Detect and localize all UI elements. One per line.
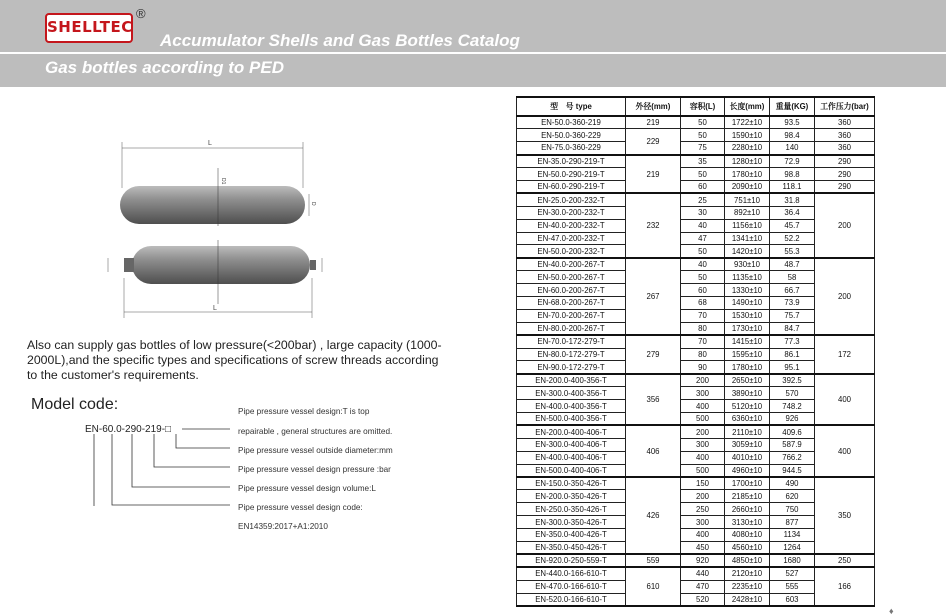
cell-od: 406 [626, 425, 681, 477]
cell-type: EN-500.0-400-356-T [517, 412, 626, 425]
model-code-example: EN-60.0-290-219-□ [85, 424, 172, 435]
cell-type: EN-300.0-350-426-T [517, 516, 626, 529]
column-header-type: 型 号 type [517, 97, 626, 116]
cell-pressure: 290 [815, 155, 875, 168]
desc-design-code: Pipe pressure vessel design code: [238, 503, 363, 512]
cell-volume: 200 [681, 425, 725, 438]
cell-pressure: 290 [815, 180, 875, 193]
cell-volume: 200 [681, 374, 725, 387]
cell-type: EN-150.0-350-426-T [517, 477, 626, 490]
gas-bottle-spec-table [516, 96, 875, 607]
cell-od: 279 [626, 335, 681, 374]
cell-type: EN-300.0-400-406-T [517, 438, 626, 451]
cell-type: EN-200.0-350-426-T [517, 490, 626, 503]
cell-volume: 60 [681, 180, 725, 193]
cell-length: 1590±10 [725, 129, 770, 142]
cell-length: 1156±10 [725, 219, 770, 232]
cell-length: 4960±10 [725, 464, 770, 477]
cell-volume: 50 [681, 271, 725, 284]
cell-length: 5120±10 [725, 400, 770, 413]
cell-length: 1722±10 [725, 116, 770, 129]
cell-length: 1135±10 [725, 271, 770, 284]
cell-length: 3130±10 [725, 516, 770, 529]
cell-weight: 52.2 [770, 232, 815, 245]
cell-length: 2090±10 [725, 180, 770, 193]
cell-type: EN-200.0-400-406-T [517, 425, 626, 438]
cell-volume: 68 [681, 296, 725, 309]
cell-volume: 300 [681, 438, 725, 451]
cell-od: 559 [626, 554, 681, 567]
footer-mark: ♦ [889, 606, 894, 615]
section-title: Gas bottles according to PED [45, 58, 284, 77]
cell-volume: 60 [681, 284, 725, 297]
cell-volume: 70 [681, 309, 725, 322]
table-row [517, 129, 875, 142]
cell-type: EN-35.0-290-219-T [517, 155, 626, 168]
cell-volume: 500 [681, 464, 725, 477]
cell-weight: 587.9 [770, 438, 815, 451]
cell-volume: 400 [681, 529, 725, 542]
cell-length: 1700±10 [725, 477, 770, 490]
cell-volume: 250 [681, 503, 725, 516]
table-row [517, 374, 875, 387]
cell-type: EN-470.0-166-610-T [517, 580, 626, 593]
cell-type: EN-50.0-290-219-T [517, 168, 626, 181]
lower-bottle [132, 246, 310, 284]
catalog-title: Accumulator Shells and Gas Bottles Catalog [160, 31, 520, 50]
cell-volume: 80 [681, 322, 725, 335]
column-header-weight: 重量(KG) [770, 97, 815, 116]
cell-pressure: 360 [815, 129, 875, 142]
svg-text:D: D [310, 202, 316, 206]
cell-weight: 926 [770, 412, 815, 425]
cell-od: 356 [626, 374, 681, 426]
cell-od: 426 [626, 477, 681, 554]
cell-volume: 300 [681, 516, 725, 529]
cell-length: 1341±10 [725, 232, 770, 245]
cell-volume: 40 [681, 258, 725, 271]
cell-length: 892±10 [725, 206, 770, 219]
table-row [517, 155, 875, 168]
cell-volume: 150 [681, 477, 725, 490]
cell-volume: 450 [681, 541, 725, 554]
cell-weight: 1680 [770, 554, 815, 567]
cell-length: 1780±10 [725, 168, 770, 181]
cell-length: 930±10 [725, 258, 770, 271]
cell-length: 2280±10 [725, 142, 770, 155]
gas-bottle-drawing [98, 128, 338, 320]
cell-pressure: 172 [815, 335, 875, 374]
cell-type: EN-520.0-166-610-T [517, 593, 626, 606]
cell-length: 3059±10 [725, 438, 770, 451]
cell-volume: 40 [681, 219, 725, 232]
cell-weight: 750 [770, 503, 815, 516]
length-label-top: L [208, 140, 212, 147]
cell-pressure: 290 [815, 168, 875, 181]
cell-length: 1280±10 [725, 155, 770, 168]
cell-od: 232 [626, 193, 681, 257]
cell-weight: 98.4 [770, 129, 815, 142]
column-header-length: 长度(mm) [725, 97, 770, 116]
cell-volume: 400 [681, 451, 725, 464]
cell-weight: 93.5 [770, 116, 815, 129]
column-header-volume: 容积(L) [681, 97, 725, 116]
desc-design-top: Pipe pressure vessel design:T is top [238, 407, 370, 416]
cell-length: 1780±10 [725, 361, 770, 374]
catalog-header [0, 0, 946, 87]
cell-weight: 570 [770, 387, 815, 400]
cell-weight: 620 [770, 490, 815, 503]
cell-weight: 86.1 [770, 348, 815, 361]
cell-length: 2110±10 [725, 425, 770, 438]
desc-design-pressure: Pipe pressure vessel design pressure :bar [238, 465, 391, 474]
cell-length: 1530±10 [725, 309, 770, 322]
cell-pressure: 400 [815, 374, 875, 426]
table-row [517, 554, 875, 567]
cell-volume: 70 [681, 335, 725, 348]
cell-weight: 55.3 [770, 245, 815, 258]
cell-type: EN-30.0-200-232-T [517, 206, 626, 219]
cell-type: EN-70.0-200-267-T [517, 309, 626, 322]
cell-weight: 527 [770, 567, 815, 580]
cell-volume: 47 [681, 232, 725, 245]
cell-pressure: 400 [815, 425, 875, 477]
cell-type: EN-350.0-450-426-T [517, 541, 626, 554]
cell-od: 219 [626, 116, 681, 129]
cell-volume: 50 [681, 116, 725, 129]
upper-bottle [120, 186, 305, 224]
cell-volume: 80 [681, 348, 725, 361]
cell-type: EN-440.0-166-610-T [517, 567, 626, 580]
cell-length: 2120±10 [725, 567, 770, 580]
cell-length: 1415±10 [725, 335, 770, 348]
table-row [517, 567, 875, 580]
cell-length: 1420±10 [725, 245, 770, 258]
cell-weight: 72.9 [770, 155, 815, 168]
cell-length: 1595±10 [725, 348, 770, 361]
table-row [517, 193, 875, 206]
cell-weight: 66.7 [770, 284, 815, 297]
cell-type: EN-350.0-400-426-T [517, 529, 626, 542]
cell-weight: 58 [770, 271, 815, 284]
cell-weight: 45.7 [770, 219, 815, 232]
cell-type: EN-75.0-360-229 [517, 142, 626, 155]
brand-logo [45, 13, 133, 43]
cell-volume: 75 [681, 142, 725, 155]
cell-volume: 200 [681, 490, 725, 503]
header-divider [0, 52, 946, 54]
cell-length: 2235±10 [725, 580, 770, 593]
cell-type: EN-40.0-200-232-T [517, 219, 626, 232]
cell-type: EN-50.0-360-219 [517, 116, 626, 129]
cell-type: EN-25.0-200-232-T [517, 193, 626, 206]
cell-volume: 30 [681, 206, 725, 219]
cell-type: EN-47.0-200-232-T [517, 232, 626, 245]
cell-length: 4850±10 [725, 554, 770, 567]
cell-length: 1330±10 [725, 284, 770, 297]
table-header-row [517, 97, 875, 116]
cell-weight: 95.1 [770, 361, 815, 374]
cell-weight: 75.7 [770, 309, 815, 322]
cell-type: EN-70.0-172-279-T [517, 335, 626, 348]
desc-outside-diameter: Pipe pressure vessel outside diameter:mm [238, 446, 393, 455]
cell-weight: 603 [770, 593, 815, 606]
cell-type: EN-920.0-250-559-T [517, 554, 626, 567]
cell-weight: 1134 [770, 529, 815, 542]
table-row [517, 142, 875, 155]
cell-type: EN-250.0-350-426-T [517, 503, 626, 516]
table-row [517, 425, 875, 438]
cell-length: 4010±10 [725, 451, 770, 464]
cell-length: 2650±10 [725, 374, 770, 387]
column-header-working-pressure: 工作压力(bar) [815, 97, 875, 116]
cell-volume: 440 [681, 567, 725, 580]
cell-weight: 877 [770, 516, 815, 529]
column-header-outside-diameter: 外径(mm) [626, 97, 681, 116]
cell-pressure: 250 [815, 554, 875, 567]
table-row [517, 258, 875, 271]
cell-length: 4560±10 [725, 541, 770, 554]
table-row [517, 180, 875, 193]
cell-volume: 35 [681, 155, 725, 168]
cell-od: 219 [626, 155, 681, 194]
cell-pressure: 166 [815, 567, 875, 606]
cell-weight: 1264 [770, 541, 815, 554]
cell-pressure: 360 [815, 142, 875, 155]
cell-type: EN-80.0-172-279-T [517, 348, 626, 361]
cell-type: EN-500.0-400-406-T [517, 464, 626, 477]
cell-weight: 77.3 [770, 335, 815, 348]
cell-type: EN-400.0-400-406-T [517, 451, 626, 464]
cell-length: 1730±10 [725, 322, 770, 335]
cell-volume: 500 [681, 412, 725, 425]
cell-volume: 25 [681, 193, 725, 206]
cell-od: 610 [626, 567, 681, 606]
table-row [517, 477, 875, 490]
cell-type: EN-68.0-200-267-T [517, 296, 626, 309]
cell-weight: 392.5 [770, 374, 815, 387]
cell-length: 2428±10 [725, 593, 770, 606]
cell-weight: 766.2 [770, 451, 815, 464]
cell-weight: 98.8 [770, 168, 815, 181]
cell-volume: 50 [681, 168, 725, 181]
cell-length: 2185±10 [725, 490, 770, 503]
cell-volume: 50 [681, 245, 725, 258]
cell-volume: 470 [681, 580, 725, 593]
cell-volume: 90 [681, 361, 725, 374]
cell-type: EN-40.0-200-267-T [517, 258, 626, 271]
cell-weight: 118.1 [770, 180, 815, 193]
cell-weight: 490 [770, 477, 815, 490]
cell-weight: 36.4 [770, 206, 815, 219]
table-row [517, 116, 875, 129]
svg-text:D1: D1 [220, 178, 226, 185]
cell-pressure: 350 [815, 477, 875, 554]
cell-od: 229 [626, 129, 681, 155]
cell-weight: 140 [770, 142, 815, 155]
desc-repairable: repairable , general structures are omitted. [238, 427, 393, 436]
cell-length: 2660±10 [725, 503, 770, 516]
supply-note: Also can supply gas bottles of low pressure(<200bar) , large capacity (1000-2000L),and the specific types and specifications of screw threads according to the customer's requirements. [27, 338, 442, 382]
cell-weight: 748.2 [770, 400, 815, 413]
cell-weight: 31.8 [770, 193, 815, 206]
cell-pressure: 200 [815, 258, 875, 335]
cell-length: 6360±10 [725, 412, 770, 425]
desc-design-volume: Pipe pressure vessel design volume:L [238, 484, 376, 493]
cell-volume: 300 [681, 387, 725, 400]
cell-length: 4080±10 [725, 529, 770, 542]
cell-type: EN-80.0-200-267-T [517, 322, 626, 335]
length-label-bottom: L [213, 305, 217, 312]
cell-type: EN-300.0-400-356-T [517, 387, 626, 400]
cell-pressure: 360 [815, 116, 875, 129]
cell-length: 3890±10 [725, 387, 770, 400]
cell-type: EN-50.0-200-267-T [517, 271, 626, 284]
cell-od: 267 [626, 258, 681, 335]
registered-mark: ® [136, 6, 146, 21]
cell-type: EN-50.0-200-232-T [517, 245, 626, 258]
brand-logo-text: SHELLTEC [47, 18, 133, 36]
cell-length: 751±10 [725, 193, 770, 206]
cell-weight: 409.6 [770, 425, 815, 438]
cell-type: EN-60.0-290-219-T [517, 180, 626, 193]
cell-pressure: 200 [815, 193, 875, 257]
cell-type: EN-90.0-172-279-T [517, 361, 626, 374]
cell-volume: 50 [681, 129, 725, 142]
cell-type: EN-60.0-200-267-T [517, 284, 626, 297]
cell-volume: 400 [681, 400, 725, 413]
cell-weight: 48.7 [770, 258, 815, 271]
cell-length: 1490±10 [725, 296, 770, 309]
table-row [517, 335, 875, 348]
cell-type: EN-200.0-400-356-T [517, 374, 626, 387]
cell-weight: 84.7 [770, 322, 815, 335]
table-row [517, 168, 875, 181]
cell-weight: 73.9 [770, 296, 815, 309]
desc-standard: EN14359:2017+A1:2010 [238, 522, 328, 531]
cell-volume: 920 [681, 554, 725, 567]
cell-weight: 555 [770, 580, 815, 593]
cell-weight: 944.5 [770, 464, 815, 477]
cell-type: EN-400.0-400-356-T [517, 400, 626, 413]
model-code-title: Model code: [31, 396, 119, 413]
cell-type: EN-50.0-360-229 [517, 129, 626, 142]
cell-volume: 520 [681, 593, 725, 606]
